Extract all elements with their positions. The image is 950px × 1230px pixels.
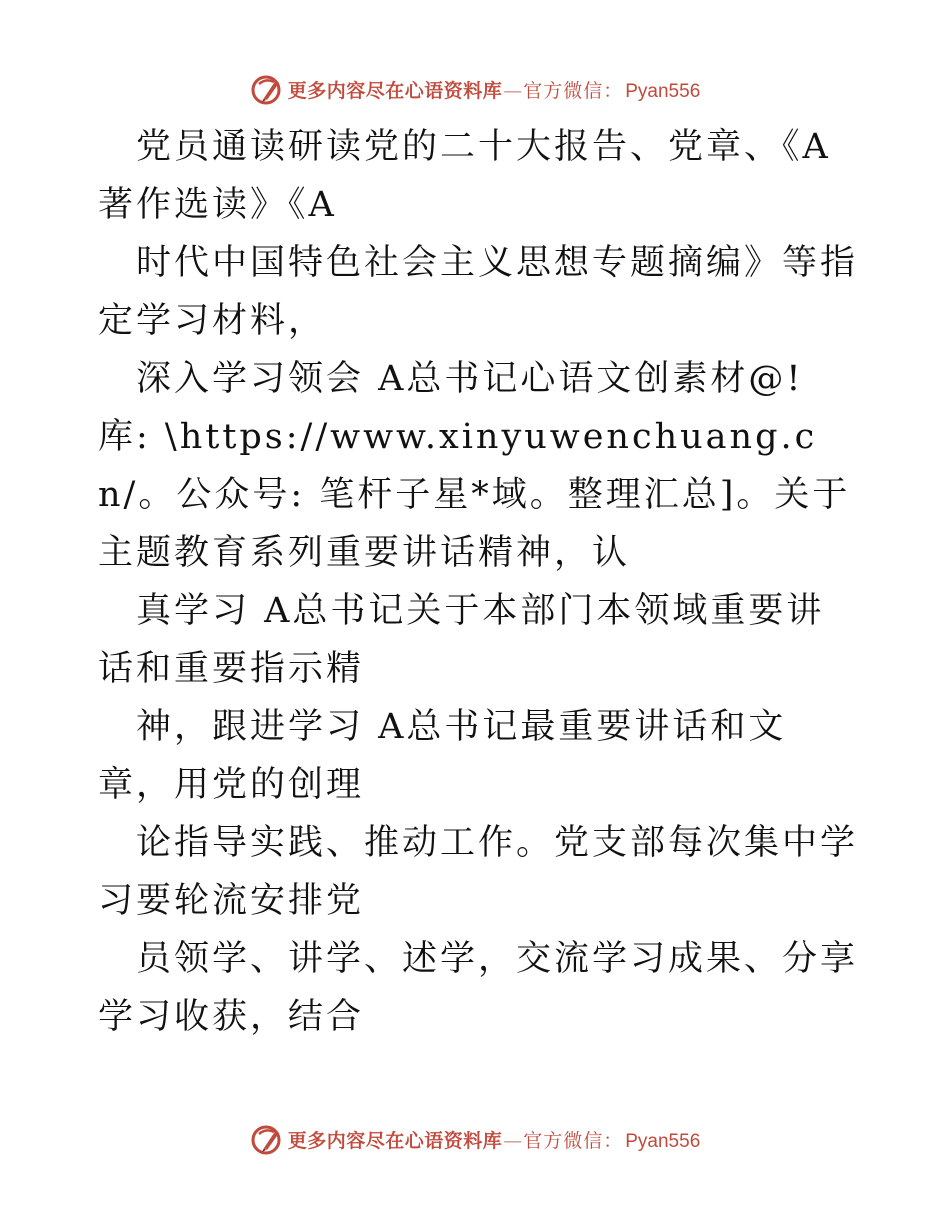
paragraph: 深入学习领会 A总书记心语文创素材@! 库: \https://www.xinyuwenchuang.cn/。公众号: 笔杆子星*域。整理汇总]。关于主题教育系列重要讲话精神，认 — [98, 359, 851, 573]
paragraph: 员领学、讲学、述学，交流学习成果、分享学习收获，结合 — [98, 939, 859, 1037]
header-banner — [0, 72, 950, 106]
header-wechat-label: 官方微信： — [523, 79, 624, 102]
paragraph: 论指导实践、推动工作。党支部每次集中学习要轮流安排党 — [98, 823, 859, 921]
brand-logo-icon — [250, 1122, 284, 1156]
header-promo-text: 更多内容尽在心语资料库 — [287, 79, 503, 102]
paragraph: 神，跟进学习 A总书记最重要讲话和文章，用党的创理 — [98, 707, 787, 805]
brand-logo-icon — [250, 72, 284, 106]
footer-separator: — — [503, 1129, 523, 1152]
footer-wechat-id: Pyan556 — [625, 1130, 701, 1152]
paragraph: 真学习 A总书记关于本部门本领域重要讲话和重要指示精 — [98, 591, 825, 689]
paragraph: 党员通读研读党的二十大报告、党章、《A著作选读》《A — [98, 127, 831, 225]
footer-promo-text: 更多内容尽在心语资料库 — [287, 1129, 503, 1152]
document-body — [98, 118, 858, 1046]
header-wechat-id: Pyan556 — [625, 80, 701, 102]
header-separator: — — [503, 79, 523, 102]
footer-banner — [0, 1122, 950, 1156]
footer-wechat-label: 官方微信： — [523, 1129, 624, 1152]
paragraph: 时代中国特色社会主义思想专题摘编》等指定学习材料， — [98, 243, 859, 341]
